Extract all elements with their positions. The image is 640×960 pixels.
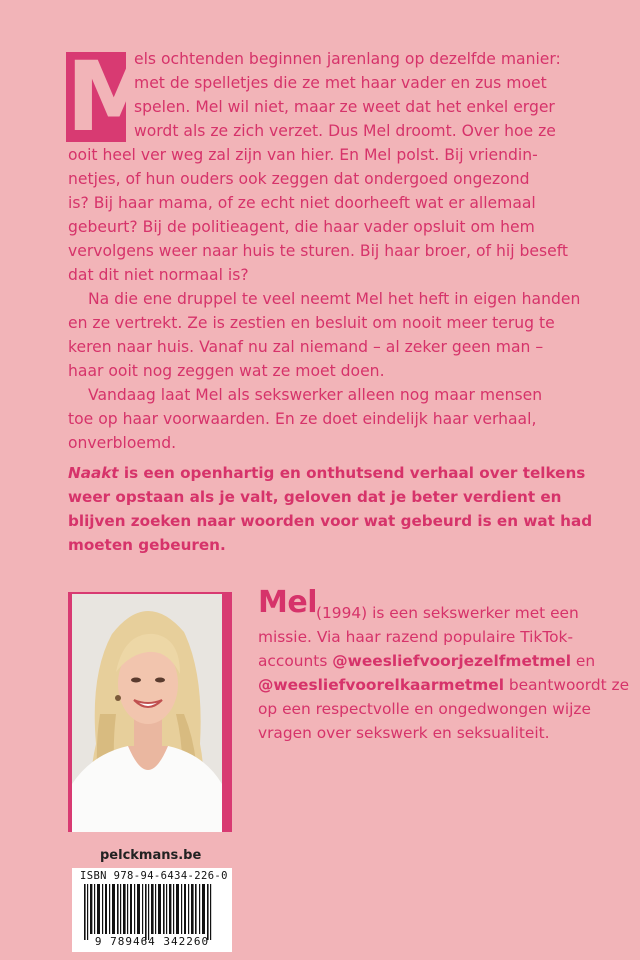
author-bio-line: [258, 674, 629, 696]
blurb-line: netjes, of hun ouders ook zeggen dat ondergoed ongezond: [68, 170, 530, 188]
author-bio-text: beantwoordt ze: [504, 676, 630, 694]
tagline-line: blijven zoeken naar woorden voor wat gebeurd is en wat had: [68, 512, 593, 530]
blurb-line: wordt als ze zich verzet. Dus Mel droomt. Over hoe ze: [134, 122, 556, 140]
blurb-line: spelen. Mel wil niet, maar ze weet dat het enkel erger: [134, 98, 555, 116]
blurb-line: Na die ene druppel te veel neemt Mel het heft in eigen handen: [88, 290, 581, 308]
drop-cap-letter: M: [66, 41, 158, 153]
tagline-text: is een openhartig en onthutsend verhaal over telkens: [118, 464, 586, 482]
blurb-line: onverbloemd.: [68, 434, 177, 452]
author-bio-line: [258, 650, 595, 672]
blurb-line: met de spelletjes die ze met haar vader en zus moet: [134, 74, 547, 92]
blurb-line: keren naar huis. Vanaf nu zal niemand – al zeker geen man –: [68, 338, 544, 356]
blurb-line: Vandaag laat Mel als sekswerker alleen nog maar mensen: [88, 386, 543, 404]
author-bio-text: en: [571, 652, 596, 670]
author-bio-text: accounts: [258, 652, 333, 670]
blurb-line: vervolgens weer naar huis te sturen. Bij haar broer, of hij beseft: [68, 242, 569, 260]
author-bio-line: op een respectvolle en ongedwongen wijze: [258, 700, 591, 718]
author-portrait-illustration: [72, 594, 222, 832]
author-name: Mel: [258, 585, 317, 620]
blurb-line: dat dit niet normaal is?: [68, 266, 249, 284]
blurb-line: toe op haar voorwaarden. En ze doet eindelijk haar verhaal,: [68, 410, 537, 428]
author-photo: [72, 594, 222, 832]
blurb-line: en ze vertrekt. Ze is zestien en besluit om nooit meer terug te: [68, 314, 555, 332]
book-title: Naakt: [68, 464, 119, 482]
blurb-line: is? Bij haar mama, of ze echt niet doorheeft wat er allemaal: [68, 194, 536, 212]
tagline-line: weer opstaan als je valt, geloven dat je beter verdient en: [68, 488, 562, 506]
tiktok-handle-2: @weesliefvoorelkaarmetmel: [258, 676, 504, 694]
tiktok-handle-1: @weesliefvoorjezelfmetmel: [332, 652, 571, 670]
tagline-line: [68, 462, 585, 484]
blurb-line: ooit heel ver weg zal zijn van hier. En Mel polst. Bij vriendin-: [68, 146, 538, 164]
barcode-digits: 9 789464 342260: [94, 935, 210, 948]
isbn-label: ISBN 978-94-6434-226-0: [80, 870, 228, 882]
author-bio-line: vragen over sekswerk en seksualiteit.: [258, 724, 550, 742]
author-bio-line: missie. Via haar razend populaire TikTok-: [258, 628, 574, 646]
tagline-line: moeten gebeuren.: [68, 536, 226, 554]
publisher-website: pelckmans.be: [100, 848, 202, 863]
blurb-line: haar ooit nog zeggen wat ze moet doen.: [68, 362, 385, 380]
blurb-line: gebeurt? Bij de politieagent, die haar vader opsluit om hem: [68, 218, 535, 236]
author-bio-line: (1994) is een sekswerker met een: [316, 604, 579, 622]
blurb-line: els ochtenden beginnen jarenlang op dezelfde manier:: [134, 50, 561, 68]
